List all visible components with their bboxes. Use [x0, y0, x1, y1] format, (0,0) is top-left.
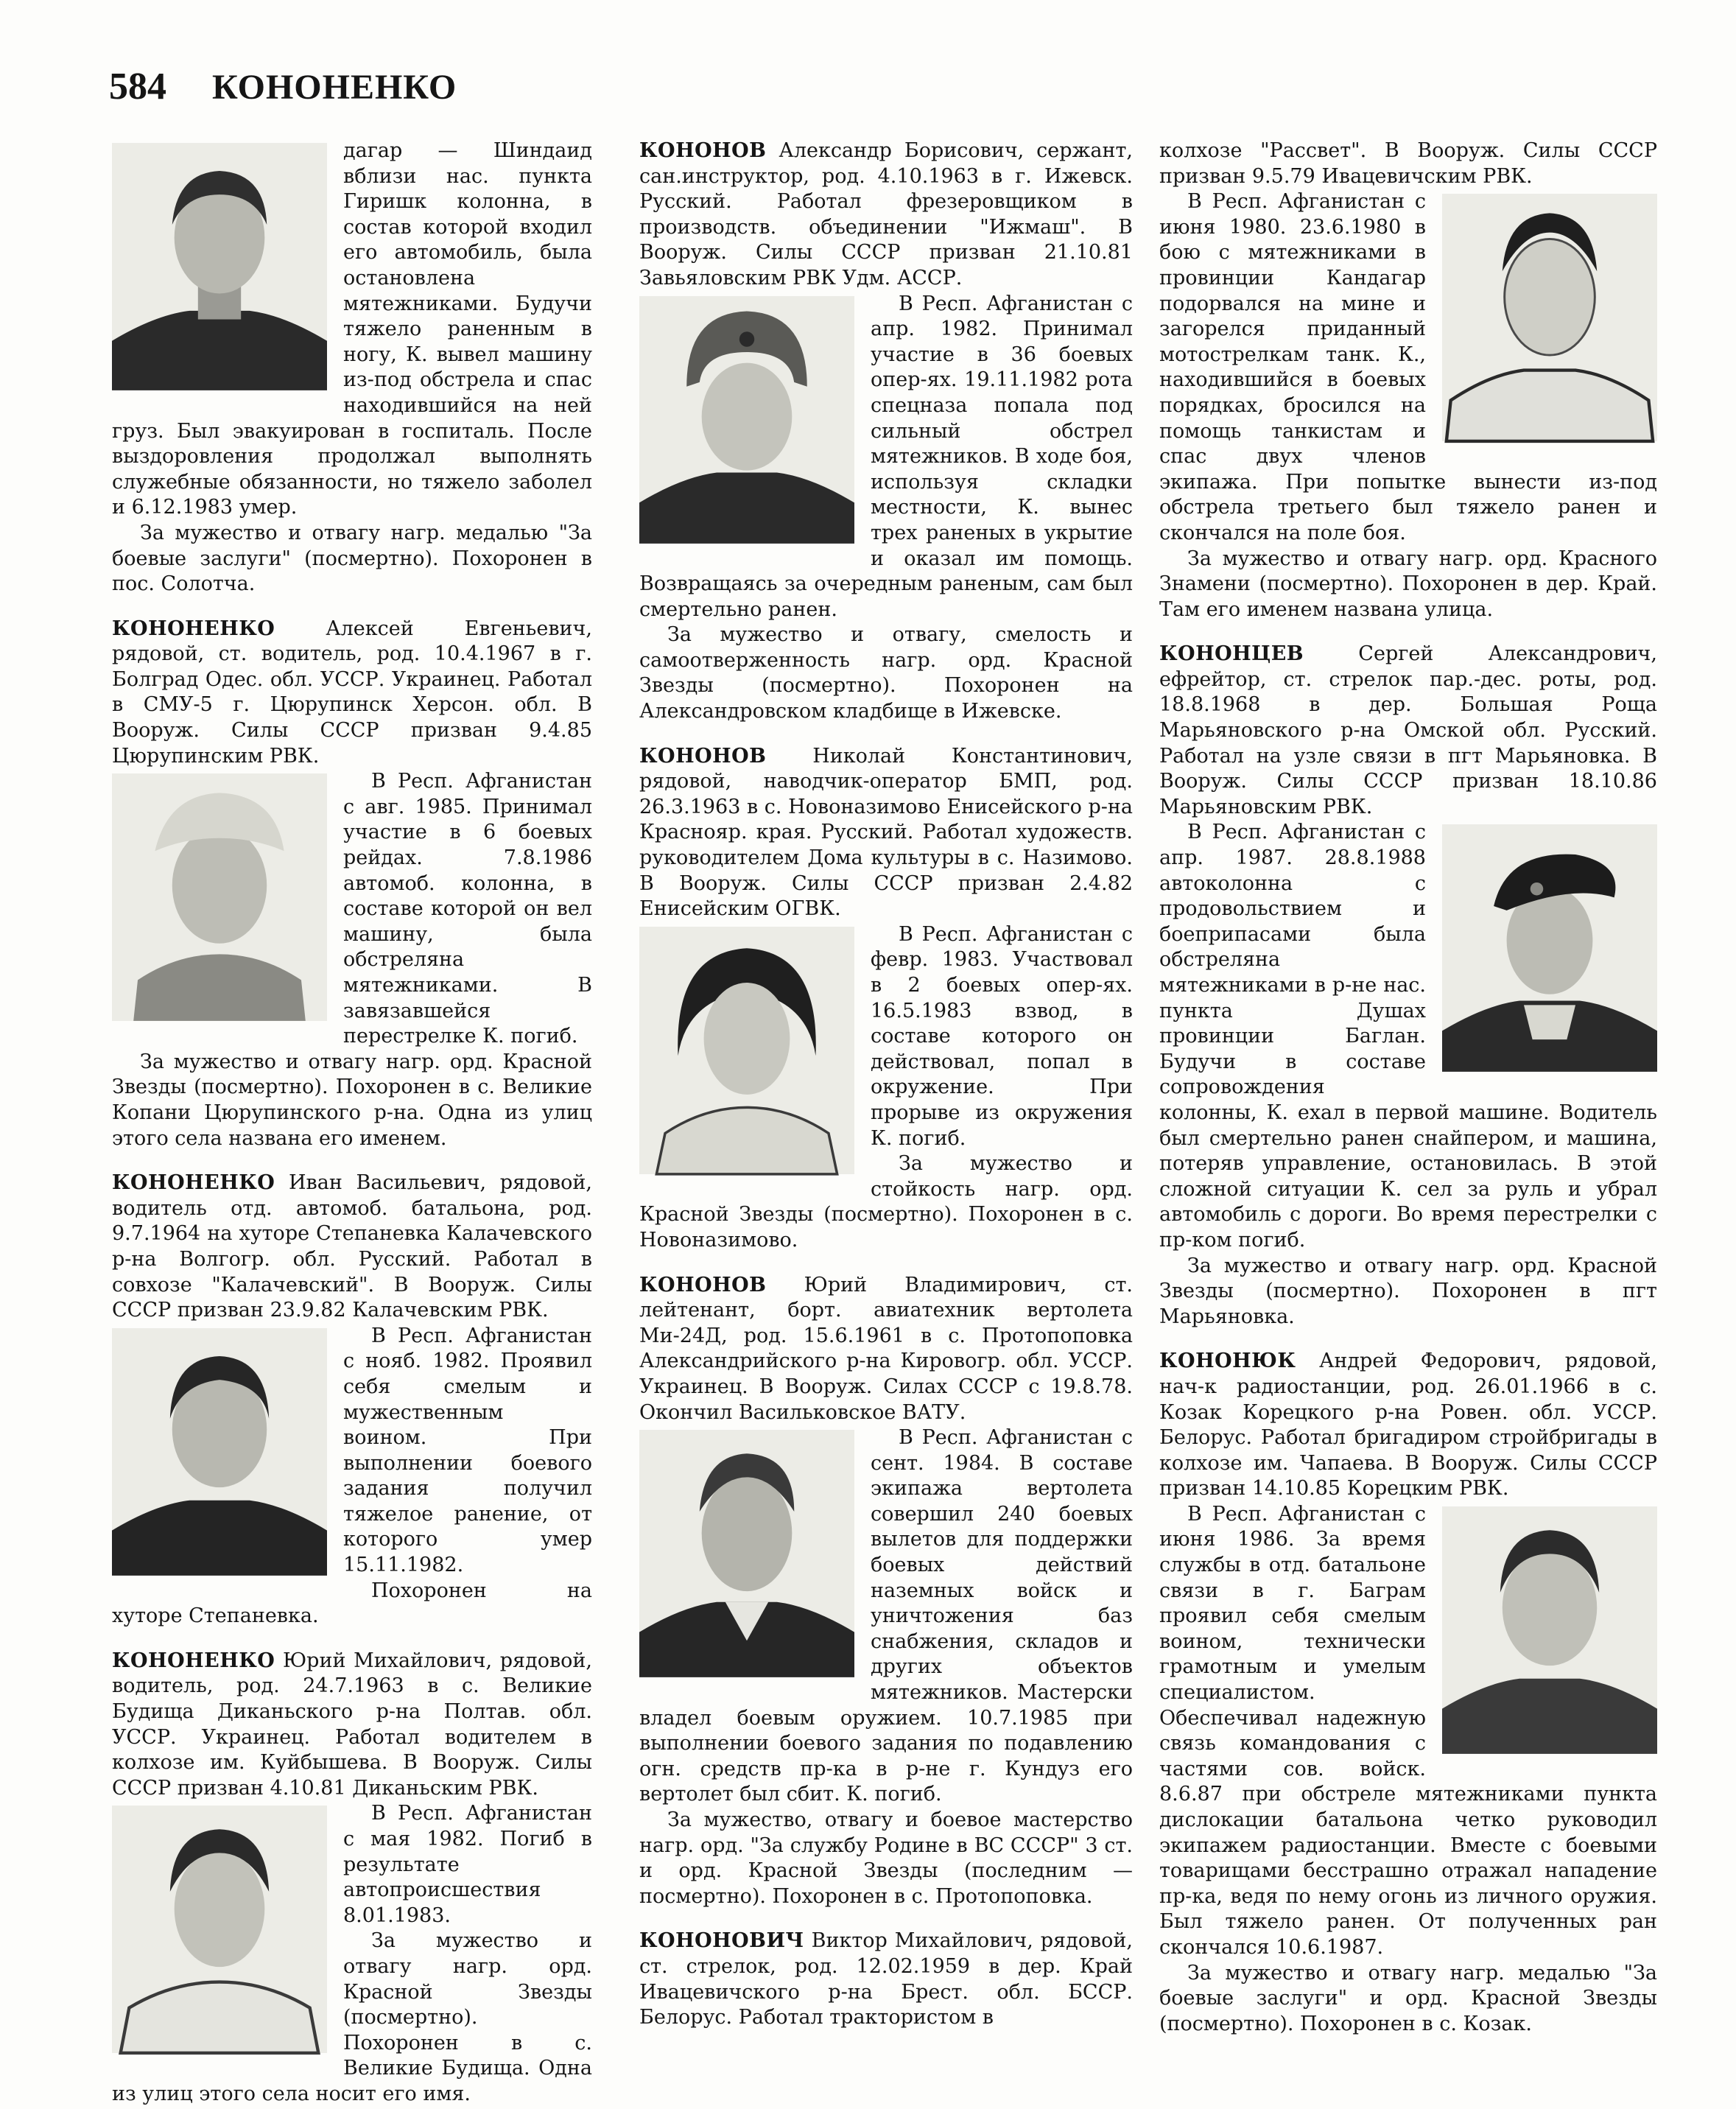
entry-surname: КОНОНЕНКО	[112, 617, 275, 640]
paragraph: колхозе "Рассвет". В Вооруж. Силы СССР призван 9.5.79 Ивацевичским РВК.	[1159, 139, 1657, 188]
paragraph: Сергей Александрович, ефрейтор, ст. стрелок пар.-дес. роты, род. 18.8.1968 в дер. Большая Роща Марьяновского р-на Омской обл. Русский. Работал на узле связи в пгт Марьяновка. В Вооруж. Силы СССР призван 18.10.86 Марьяновским РВК.	[1159, 642, 1657, 818]
paragraph: За мужество и отвагу нагр. орд. Красной Звезды (посмертно). Похоронен в с. Великие Копани Цюрупинского р-на. Одна из улиц этого села названа его именем.	[112, 1050, 592, 1150]
entry-kononov-aleksandr	[639, 138, 1133, 725]
paragraph: За мужество и стойкость нагр. орд. Красной Звезды (посмертно). Похоронен в с. Новоназимово.	[639, 1152, 1133, 1252]
entry-surname: КОНОНОВИЧ	[639, 1929, 804, 1953]
entry-continuation	[1159, 138, 1657, 622]
entry-surname: КОНОНОВ	[639, 139, 767, 162]
portrait-officer-icon	[639, 1430, 854, 1677]
entry-surname: КОНОНЕНКО	[112, 1171, 275, 1195]
paragraph: В Респ. Афганистан с сент. 1984. В составе экипажа вертолета совершил 240 боевых вылетов для поддержки боевых действий наземных войск и уничтожения баз снабжения, складов и других объектов мятежников. Мастерски владел боевым оружием. 10.7.1985 при выполнении боевого задания по подавлению огн. средств пр-ка в р-не г. Кундуз его вертолет был сбит. К. погиб.	[639, 1426, 1133, 1806]
column-3	[1159, 138, 1657, 2083]
portrait-soldier-icon	[112, 1328, 327, 1576]
entry-kononov-nikolay	[639, 744, 1133, 1254]
entry-surname: КОНОНОВ	[639, 744, 767, 768]
paragraph: Алексей Евгеньевич, рядовой, ст. водитель, род. 10.4.1967 в г. Болград Одес. обл. УССР. Украинец. Работал в СМУ-5 г. Цюрупинск Херсон. обл. В Вооруж. Силы СССР призван 9.4.85 Цюрупинским РВК.	[112, 617, 592, 768]
entry-konontsev-sergey	[1159, 642, 1657, 1330]
portrait-photo	[1442, 824, 1657, 1072]
entry-kononyuk-andrey	[1159, 1349, 1657, 2037]
entry-heading	[1159, 642, 1657, 820]
entry-kononenko-aleksey	[112, 617, 592, 1151]
paragraph: В Респ. Афганистан с апр. 1987. 28.8.1988 автоколонна с продовольствием и боеприпасами была обстреляна мятежниками в р-не нас. пункта Душах провинции Баглан. Будучи в составе сопровождения колонны, К. ехал в первой машине. Водитель был смертельно ранен снайпером, и машина, потеряв управление, остановилась. В этой сложной ситуации К. сел за руль и убрал автомобиль с дороги. Во время перестрелки с пр-ком погиб.	[1159, 821, 1657, 1252]
portrait-soldier-icon	[112, 143, 327, 390]
running-head: КОНОНЕНКО	[212, 68, 457, 107]
portrait-soldier-ushanka-icon	[639, 296, 854, 544]
entry-heading	[1159, 1349, 1657, 1502]
paragraph: В Респ. Афганистан с апр. 1982. Принимал участие в 36 боевых опер-ях. 19.11.1982 рота спецназа попала под сильный обстрел мятежников. В ходе боя, используя складки местности, К. вынес трех раненых в укрытие и оказал им помощь. Возвращаясь за очередным раненым, сам был смертельно ранен.	[639, 292, 1133, 621]
page-number: 584	[109, 66, 166, 108]
paragraph: Николай Константинович, рядовой, наводчик-оператор БМП, род. 26.3.1963 в с. Новоназимово Енисейского р-на Краснояр. края. Русский. Работал художеств. руководителем Дома культуры в с. Назимово. В Вооруж. Силы СССР призван 2.4.82 Енисейским ОГВК.	[639, 744, 1133, 921]
entry-heading	[639, 138, 1133, 292]
paragraph: дагар — Шиндаид вблизи нас. пункта Гиришк колонна, в состав которой входил его автомобиль, была остановлена мятежниками. Будучи тяжело раненным в ногу, К. вывел машину из-под обстрела и спас находившийся на ней груз. Был эвакуирован в госпиталь. После выздоровления продолжал выполнять служебные обязанности, но тяжело заболел и 6.12.1983 умер.	[112, 139, 592, 519]
paragraph: Виктор Михайлович, рядовой, ст. стрелок, род. 12.02.1959 в дер. Край Ивацевичского р-на Брест. обл. БССР. Белорус. Работал трактористом в	[639, 1929, 1133, 2029]
portrait-soldier-panama-icon	[112, 773, 327, 1021]
page-header	[109, 65, 457, 108]
portrait-photo	[639, 1430, 854, 1677]
portrait-soldier-drawing-icon	[1442, 194, 1657, 441]
portrait-soldier-icon	[1442, 1506, 1657, 1754]
paragraph: Юрий Михайлович, рядовой, водитель, род. 24.7.1963 в с. Великие Будища Диканьского р-на Полтав. обл. УССР. Украинец. Работал водителем в колхозе им. Куйбышева. В Вооруж. Силы СССР призван 4.10.81 Диканьским РВК.	[112, 1649, 592, 1800]
paragraph: За мужество и отвагу нагр. медалью "За боевые заслуги" (посмертно). Похоронен в пос. Солотча.	[112, 521, 592, 596]
portrait-photo	[1442, 194, 1657, 441]
paragraph: За мужество и отвагу нагр. орд. Красного Знамени (посмертно). Похоронен в дер. Край. Там его именем названа улица.	[1159, 547, 1657, 621]
paragraph: В Респ. Афганистан с февр. 1983. Участвовал в 2 боевых опер-ях. 16.5.1983 взвод, в составе которого он действовал, попал в окружение. При прорыве из окружения К. погиб.	[871, 922, 1133, 1150]
entry-heading	[112, 617, 592, 770]
paragraph: В Респ. Афганистан с авг. 1985. Принимал участие в 6 боевых рейдах. 7.8.1986 автомоб. колонна, в составе которой он вел машину, была обстреляна мятежниками. В завязавшейся перестрелке К. погиб.	[343, 770, 592, 1048]
entry-heading	[112, 1171, 592, 1324]
portrait-civilian-icon	[112, 1806, 327, 2053]
entry-kononenko-ivan	[112, 1171, 592, 1629]
entry-kononenko-yuriy	[112, 1649, 592, 2108]
portrait-photo	[112, 1806, 327, 2053]
portrait-civilian-icon	[639, 927, 854, 1174]
paragraph: Андрей Федорович, рядовой, нач-к радиостанции, род. 26.01.1966 в с. Козак Корецкого р-на Ровен. обл. УССР. Белорус. Работал бригадиром стройбригады в колхозе им. Чапаева. В Вооруж. Силы СССР призван 14.10.85 Корецким РВК.	[1159, 1350, 1657, 1501]
entry-surname: КОНОНОВ	[639, 1273, 767, 1296]
entry-surname: КОНОНЕНКО	[112, 1649, 275, 1672]
portrait-photo	[1442, 1506, 1657, 1754]
entry-continuation	[112, 138, 592, 597]
entry-surname: КОНОНЮК	[1159, 1350, 1296, 1373]
paragraph: За мужество, отвагу и боевое мастерство нагр. орд. "За службу Родине в ВС СССР" 3 ст. и орд. Красной Звезды (последним — посмертно). Похоронен в с. Протопоповка.	[639, 1808, 1133, 1908]
paragraph: За мужество и отвагу нагр. орд. Красной Звезды (посмертно). Похоронен в пгт Марьяновка.	[1159, 1254, 1657, 1328]
paragraph: За мужество и отвагу, смелость и самоотверженность нагр. орд. Красной Звезды (посмертно). Похоронен на Александровском кладбище в Ижевске.	[639, 623, 1133, 723]
portrait-photo	[112, 773, 327, 1021]
entry-heading	[639, 1273, 1133, 1426]
portrait-photo	[639, 927, 854, 1174]
paragraph: В Респ. Афганистан с мая 1982. Погиб в результате автопроисшествия 8.01.1983.	[343, 1802, 592, 1927]
portrait-photo	[112, 143, 327, 390]
paragraph: Похоронен на хуторе Степаневка.	[112, 1579, 592, 1628]
entry-heading	[639, 744, 1133, 922]
entry-kononov-yuriy	[639, 1273, 1133, 1910]
paragraph: В Респ. Афганистан с июня 1986. За время службы в отд. батальоне связи в г. Баграм проявил себя смелым воином, технически грамотным и умелым специалистом. Обеспечивал надежную связь командования с частями сов. войск. 8.6.87 при обстреле мятежниками пункта дислокации батальона четко руководил экипажем радиостанции. Вместе с боевыми товарищами бесстрашно отражал нападение пр-ка, ведя по нему огонь из личного оружия. Был тяжело ранен. От полученных ран скончался 10.6.1987.	[1159, 1502, 1657, 1959]
paragraph: Иван Васильевич, рядовой, водитель отд. автомоб. батальона, род. 9.7.1964 на хуторе Степаневка Калачевского р-на Волгогр. обл. Русский. Работал в совхозе "Калачевский". В Вооруж. Силы СССР призван 23.9.82 Калачевским РВК.	[112, 1171, 592, 1322]
entry-surname: КОНОНЦЕВ	[1159, 642, 1304, 666]
column-1	[112, 138, 592, 2105]
entry-heading	[112, 1649, 592, 1802]
column-2	[639, 138, 1133, 2083]
paragraph: Юрий Владимирович, ст. лейтенант, борт. авиатехник вертолета Ми-24Д, род. 15.6.1961 в с. Протопоповка Александрийского р-на Кировогр. обл. УССР. Украинец. В Вооруж. Силах СССР с 19.8.78. Окончил Васильковское ВАТУ.	[639, 1273, 1133, 1424]
entry-kononovich-viktor	[639, 1929, 1133, 2030]
paragraph: За мужество и отвагу нагр. орд. Красной Звезды (посмертно). Похоронен в с. Великие Будища. Одна из улиц этого села носит его имя.	[112, 1929, 592, 2105]
paragraph: За мужество и отвагу нагр. медалью "За боевые заслуги" и орд. Красной Звезды (посмертно). Похоронен в с. Козак.	[1159, 1961, 1657, 2035]
portrait-photo	[639, 296, 854, 544]
portrait-photo	[112, 1328, 327, 1576]
entry-heading	[639, 1929, 1133, 2030]
paragraph: В Респ. Афганистан с нояб. 1982. Проявил себя смелым и мужественным воином. При выполнении боевого задания получил тяжелое ранение, от которого умер 15.11.1982.	[343, 1324, 592, 1577]
paragraph: Александр Борисович, сержант, сан.инструктор, род. 4.10.1963 в г. Ижевск. Русский. Работал фрезеровщиком в производств. объединении "Ижмаш". В Вооруж. Силы СССР призван 21.10.81 Завьяловским РВК Удм. АССР.	[639, 139, 1133, 289]
portrait-paratrooper-beret-icon	[1442, 824, 1657, 1072]
paragraph: В Респ. Афганистан с июня 1980. 23.6.1980 в бою с мятежниками в провинции Кандагар подорвался на мине и загорелся приданный мотострелкам танк. К., находившийся в боевых порядках, бросился на помощь танкистам и спас двух членов экипажа. При попытке вынести из-под обстрела третьего был тяжело ранен и скончался на поле боя.	[1159, 190, 1657, 544]
